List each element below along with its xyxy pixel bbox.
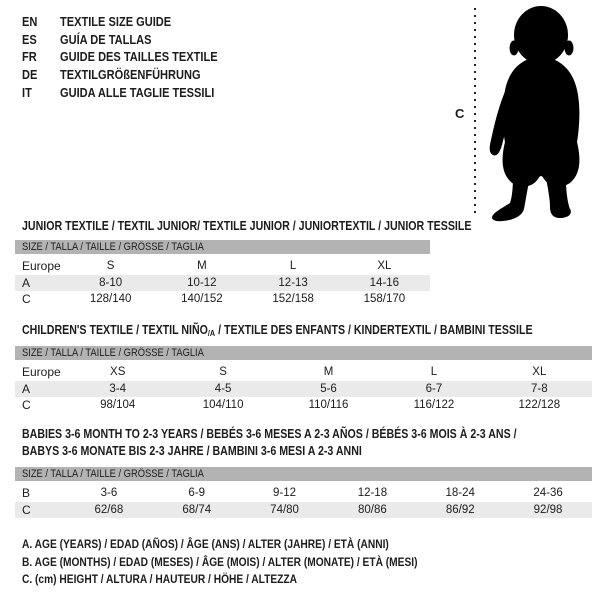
size-cell: L [289, 260, 297, 272]
size-cell: 3-6 [100, 487, 118, 499]
section-title-junior: JUNIOR TEXTILE / TEXTIL JUNIOR/ TEXTILE JUNIOR / JUNIORTEXTIL / JUNIOR TESSILE [22, 219, 472, 233]
table-header: SIZE / TALLA / TAILLE / GRÖSSE / TAGLIA [15, 240, 430, 254]
size-cell: L [430, 366, 438, 378]
size-cell: 4-5 [214, 383, 232, 395]
size-cell: 128/140 [89, 293, 132, 305]
size-cell: 12-13 [278, 277, 308, 289]
section-title-babies: BABIES 3-6 MONTH TO 2-3 YEARS / BEBÉS 3-6 MESES A 2-3 AÑOS / BÉBÉS 3-6 MOIS À 2-3 ANS / BABYS 3-6 MONATE BIS 2-3 JAHRE / BAMBINI 3-6 MESI A 2-3 ANNI [22, 427, 517, 458]
language-code: IT [22, 84, 32, 100]
size-cell: M [323, 366, 334, 378]
size-cell: XL [377, 260, 392, 272]
table-row [15, 360, 592, 381]
language-row [22, 48, 245, 66]
language-title: GUIDA ALLE TAGLIE TESSILI [60, 84, 215, 100]
table-header: SIZE / TALLA / TAILLE / GRÖSSE / TAGLIA [15, 346, 592, 360]
size-cell: M [197, 260, 207, 272]
row-label: C [22, 398, 31, 412]
size-cell: 86/92 [445, 504, 475, 516]
size-cell: 116/122 [413, 399, 455, 411]
table-row [15, 397, 592, 413]
footnote-b: B. AGE (MONTHS) / EDAD (MESES) / ÂGE (MOIS) / ALTER (MONATE) / ETÀ (MESI) [22, 554, 418, 569]
size-cell: 110/116 [308, 399, 349, 411]
table-row [15, 381, 592, 397]
section-title-children: CHILDREN'S TEXTILE / TEXTIL NIÑO/A / TEXTILE DES ENFANTS / KINDERTEXTIL / BAMBINI TESSILE [22, 323, 533, 338]
table-row [15, 291, 430, 307]
language-title-list [22, 13, 245, 101]
language-title: TEXTILE SIZE GUIDE [60, 14, 172, 30]
row-label: C [22, 292, 31, 306]
language-title: GUÍA DE TALLAS [60, 31, 152, 47]
language-title: TEXTILGRÖßENFÜHRUNG [60, 67, 201, 83]
size-cell: 5-6 [320, 383, 337, 395]
footnote-a: A. AGE (YEARS) / EDAD (AÑOS) / ÂGE (ANS) / ALTER (JAHRE) / ETÀ (ANNI) [22, 537, 389, 551]
size-cell: 7-8 [531, 383, 548, 395]
height-dimension-line [474, 8, 476, 214]
table-row [15, 481, 592, 502]
size-cell: S [106, 260, 115, 272]
row-label: C [22, 503, 31, 517]
language-code: EN [22, 14, 38, 30]
size-cell: 122/128 [518, 399, 561, 411]
size-cell: 152/158 [272, 293, 314, 305]
row-label: Europe [22, 259, 61, 273]
size-cell: XS [110, 366, 126, 378]
footnote-legend [22, 536, 487, 589]
language-title: GUIDE DES TAILLES TEXTILE [60, 49, 218, 65]
size-cell: 158/170 [363, 293, 406, 305]
table-row [15, 275, 430, 291]
baby-silhouette-icon [487, 2, 599, 222]
row-label: A [22, 382, 31, 396]
language-code: DE [22, 67, 38, 83]
language-row [22, 31, 245, 49]
size-cell: 74/80 [270, 504, 299, 516]
dimension-label-c: C [455, 106, 465, 121]
footnote-c: C. (cm) HEIGHT / ALTURA / HAUTEUR / HÖHE / ALTEZZA [22, 572, 298, 586]
size-cell: 18-24 [445, 487, 475, 499]
size-cell: 24-36 [533, 487, 563, 499]
language-row [22, 13, 245, 31]
size-cell: 3-4 [109, 383, 127, 395]
table-row [15, 502, 592, 518]
size-cell: 140/152 [181, 293, 223, 305]
size-cell: 104/110 [202, 399, 244, 411]
language-code: ES [22, 31, 37, 47]
size-cell: 98/104 [100, 399, 136, 411]
language-code: FR [22, 49, 37, 65]
language-row [22, 83, 245, 101]
children-size-table [15, 346, 592, 413]
row-label: B [22, 486, 31, 500]
row-label: A [22, 276, 31, 290]
size-cell: 14-16 [369, 277, 400, 289]
size-cell: XL [532, 366, 547, 378]
size-cell: 68/74 [182, 504, 212, 516]
size-cell: 92/98 [533, 504, 563, 516]
row-label: Europe [22, 365, 61, 379]
table-header: SIZE / TALLA / TAILLE / GRÖSSE / TAGLIA [15, 467, 592, 481]
size-cell: 12-18 [357, 487, 388, 499]
language-row [22, 66, 245, 84]
junior-size-table [15, 240, 430, 307]
size-cell: 62/68 [94, 504, 124, 516]
size-cell: 9-12 [273, 487, 297, 499]
size-cell: S [219, 366, 227, 378]
table-row [15, 254, 430, 275]
size-cell: 6-9 [188, 487, 206, 499]
size-cell: 80/86 [358, 504, 387, 516]
size-cell: 10-12 [187, 277, 217, 289]
size-cell: 8-10 [99, 277, 123, 289]
size-cell: 6-7 [425, 383, 443, 395]
babies-size-table [15, 467, 592, 518]
